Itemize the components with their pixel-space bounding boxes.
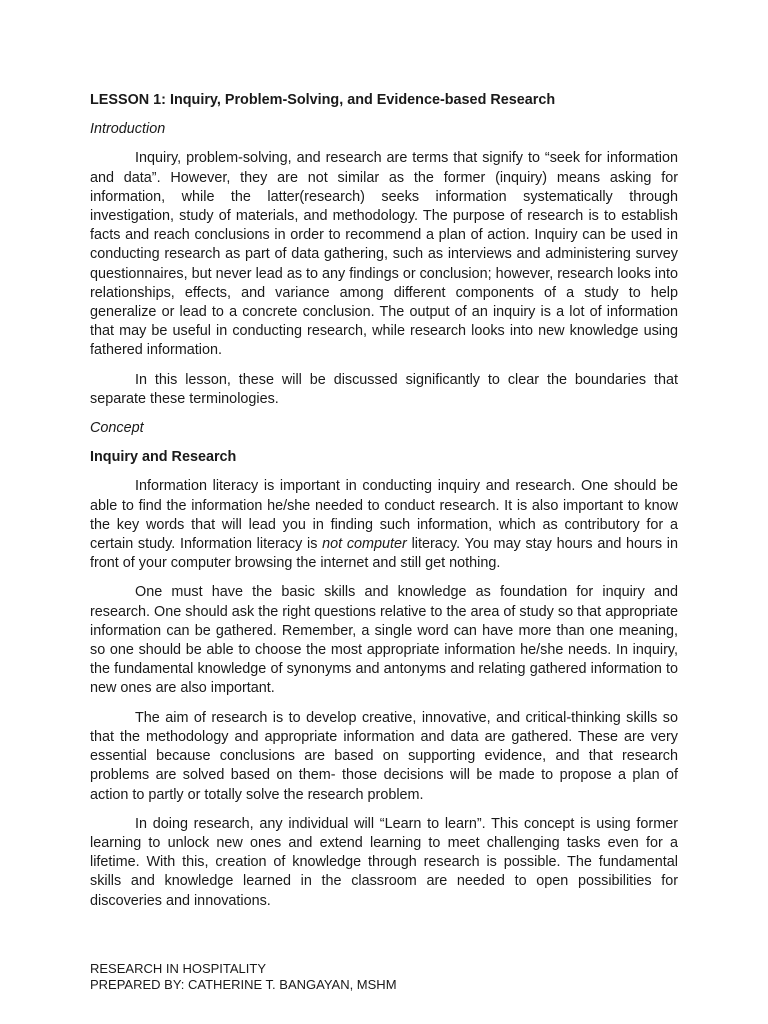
concept-paragraph-1-end: literacy. You may stay hours and hours in front of your computer browsing the internet and still get nothing. xyxy=(90,536,678,572)
lesson-title: LESSON 1: Inquiry, Problem-Solving, and Evidence-based Research xyxy=(90,92,556,108)
footer-prepared-by: PREPARED BY: CATHERINE T. BANGAYAN, MSHM xyxy=(90,976,397,992)
introduction-label: Introduction xyxy=(90,121,166,138)
concept-paragraph-3: The aim of research is to develop creative, innovative, and critical-thinking skills so that the methodology and appropriate information and data are gathered. These are very essential because conclusions are based on supporting evidence, and that research problems are solved based on them- those decisions will be made to propose a plan of action to partly or totally solve the research problem. xyxy=(90,709,678,803)
concept-paragraph-2: One must have the basic skills and knowledge as foundation for inquiry and research. One should ask the right questions relative to the area of study so that appropriate information can be gathered. Remember, a single word can have more than one meaning, so one should be able to choose the most appropriate information he/she needs. In inquiry, the fundamental knowledge of synonyms and antonyms and relating gathered information to new ones are also important. xyxy=(90,584,678,697)
inquiry-research-heading: Inquiry and Research xyxy=(90,449,237,466)
emphasis-not-computer: not computer xyxy=(322,536,407,553)
document-body xyxy=(90,91,678,921)
introduction-paragraph-1: Inquiry, problem-solving, and research are terms that signify to “seek for information and data”. However, they are not similar as the former (inquiry) means asking for information, while the latter(research) seeks information systematically through investigation, study of materials, and methodology. The purpose of research is to establish facts and reach conclusions in order to recommend a plan of action. Inquiry can be used in conducting research as part of data gathering, such as interviews and administering survey questionnaires, but never lead as to any findings or conclusion; however, research looks into relationships, effects, and variance among different components of a study to help generalize or lead to a concrete conclusion. The output of an inquiry is a lot of information that may be useful in conducting research, while research looks into new knowledge using fathered information. xyxy=(90,150,678,359)
concept-paragraph-4: In doing research, any individual will “Learn to learn”. This concept is using former learning to unlock new ones and extend learning to meet challenging tasks even for a lifetime. With this, creation of knowledge through research is possible. The fundamental skills and knowledge learned in the classroom are needed to open possibilities for discoveries and innovations. xyxy=(90,815,678,909)
introduction-paragraph-2: In this lesson, these will be discussed significantly to clear the boundaries that separate these terminologies. xyxy=(90,371,678,407)
concept-label: Concept xyxy=(90,420,144,437)
footer-course: RESEARCH IN HOSPITALITY xyxy=(90,961,267,976)
concept-paragraph-1 xyxy=(90,477,678,573)
page-footer xyxy=(90,961,397,992)
concept-paragraph-1-start: Information literacy is important in conducting inquiry and research. One should be able to find the information he/she needed to conduct research. It is also important to know the key words that will lead you in finding such information, which as contributory for a certain study. Information literacy is xyxy=(90,478,678,553)
